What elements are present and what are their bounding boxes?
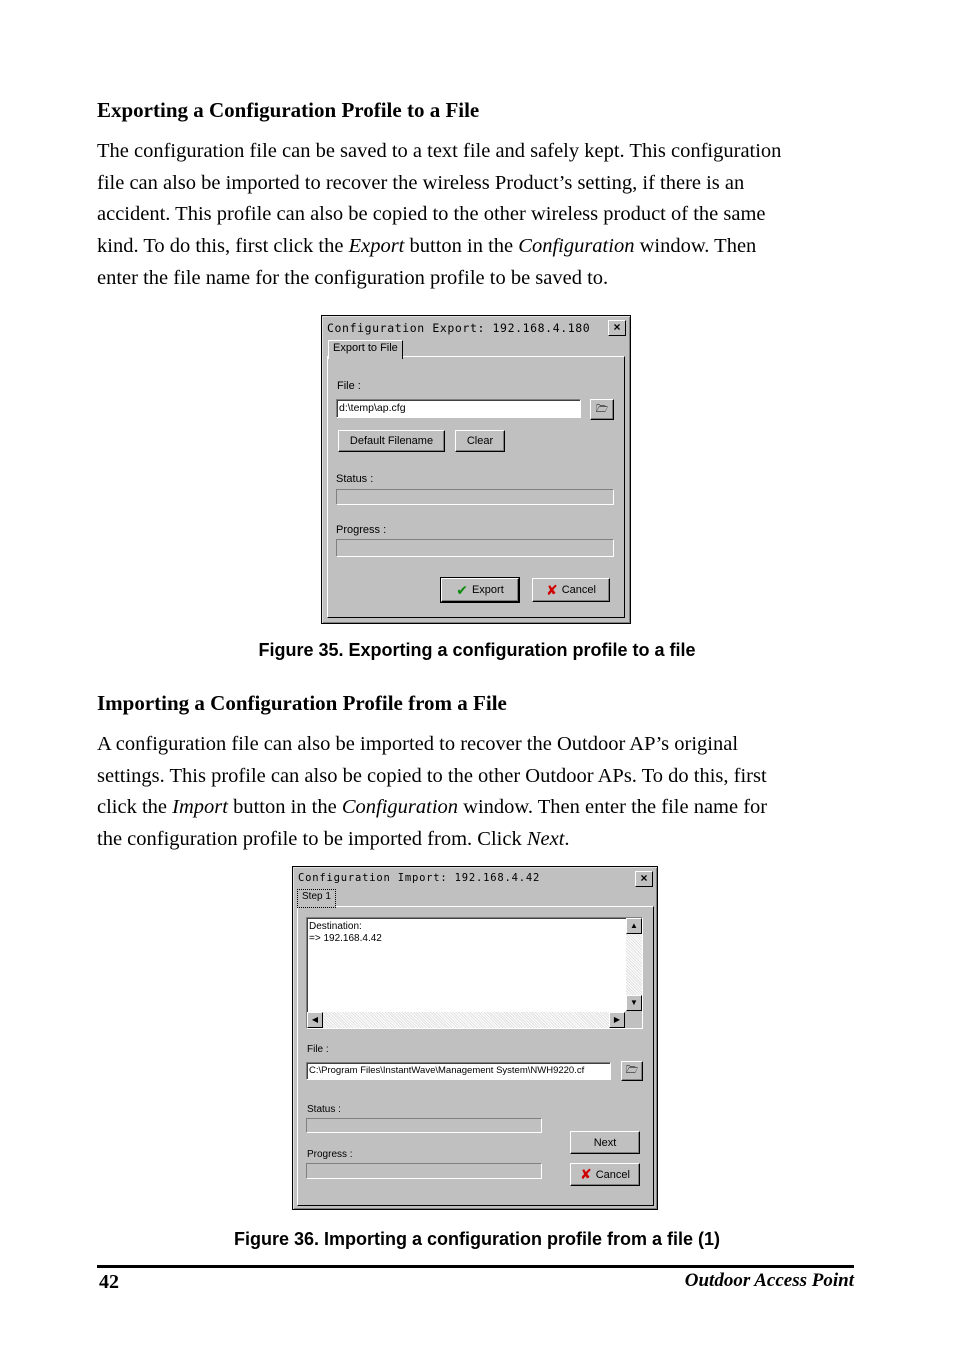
- cross-icon: ✘: [580, 1166, 592, 1182]
- horizontal-scrollbar[interactable]: [307, 1012, 625, 1028]
- paragraph-line: file can also be imported to recover the wireless Product’s setting, if there is an: [97, 171, 745, 194]
- section-heading-import: Importing a Configuration Profile from a File: [97, 691, 507, 715]
- vertical-scrollbar[interactable]: [626, 918, 642, 1011]
- paragraph-line: kind. To do this, first click the Export button in the Configuration window. Then: [97, 235, 757, 258]
- paragraph-line: A configuration file can also be imported to recover the Outdoor AP’s original: [97, 733, 739, 755]
- cancel-button[interactable]: [570, 1163, 640, 1186]
- progress-bar: [336, 539, 614, 557]
- cancel-button-label: Cancel: [561, 584, 596, 596]
- paragraph-line: click the Import button in the Configuration window. Then enter the file name for: [97, 796, 768, 819]
- checkmark-icon: ✔: [456, 581, 468, 598]
- default-filename-button[interactable]: Default Filename: [338, 430, 445, 452]
- import-paragraph: [97, 729, 867, 856]
- export-dialog-title: Configuration Export: 192.168.4.180: [327, 321, 591, 335]
- tab-step-1[interactable]: Step 1: [297, 889, 336, 908]
- footer-title: Outdoor Access Point: [684, 1270, 854, 1291]
- page-number: 42: [99, 1271, 119, 1293]
- emphasis-configuration: Configuration: [518, 235, 635, 258]
- status-bar: [306, 1118, 542, 1133]
- export-dialog: [321, 315, 631, 624]
- destination-address: => 192.168.4.42: [309, 933, 382, 944]
- browse-folder-button[interactable]: [590, 399, 614, 420]
- emphasis-import: Import: [172, 796, 228, 819]
- figure-35-caption: Figure 35. Exporting a configuration profile to a file: [258, 640, 696, 660]
- import-dialog-title: Configuration Import: 192.168.4.42: [298, 872, 541, 884]
- destination-listbox[interactable]: [306, 917, 643, 1029]
- footer-rule: [97, 1265, 854, 1268]
- paragraph-line: enter the file name for the configuration profile to be saved to.: [97, 266, 609, 289]
- cancel-button-label: Cancel: [595, 1168, 630, 1181]
- progress-bar: [306, 1163, 542, 1179]
- paragraph-line: the configuration profile to be imported from. Click Next.: [97, 828, 570, 851]
- file-label: File :: [337, 380, 361, 392]
- paragraph-line: accident. This profile can also be copied to the other wireless product of the same: [97, 203, 766, 226]
- file-input[interactable]: C:\Program Files\InstantWave\Management System\NWH9220.cf: [306, 1062, 611, 1080]
- clear-button[interactable]: Clear: [455, 430, 505, 452]
- browse-folder-button[interactable]: [621, 1061, 643, 1081]
- progress-label: Progress :: [307, 1149, 353, 1160]
- folder-icon: 🗁: [625, 1065, 639, 1076]
- export-button-label: Export: [471, 584, 504, 596]
- scroll-up-icon[interactable]: ▲: [626, 918, 642, 934]
- status-label: Status :: [336, 473, 374, 485]
- export-button[interactable]: [441, 578, 519, 602]
- tab-export-to-file[interactable]: Export to File: [328, 340, 403, 359]
- emphasis-next: Next: [526, 828, 565, 851]
- file-input[interactable]: d:\temp\ap.cfg: [336, 399, 581, 418]
- close-icon[interactable]: ×: [635, 871, 653, 887]
- progress-label: Progress :: [336, 524, 387, 536]
- scrollbar-corner: [625, 1011, 642, 1028]
- emphasis-export: Export: [348, 235, 405, 258]
- close-icon[interactable]: ×: [608, 320, 626, 336]
- scroll-right-icon[interactable]: ▶: [609, 1012, 625, 1028]
- file-label: File :: [307, 1044, 329, 1055]
- figure-36-caption: Figure 36. Importing a configuration profile from a file (1): [233, 1229, 721, 1249]
- export-dialog-titlebar: [325, 319, 627, 338]
- section-heading-export: Exporting a Configuration Profile to a File: [97, 98, 480, 122]
- scroll-down-icon[interactable]: ▼: [626, 995, 642, 1011]
- next-button[interactable]: Next: [570, 1131, 640, 1154]
- destination-text: [309, 921, 382, 945]
- folder-icon: 🗁: [595, 403, 609, 415]
- emphasis-configuration: Configuration: [341, 796, 459, 819]
- status-label: Status :: [307, 1104, 341, 1115]
- import-dialog: [292, 866, 658, 1210]
- paragraph-line: The configuration file can be saved to a text file and safely kept. This configuration: [97, 140, 782, 162]
- import-dialog-titlebar: [296, 870, 654, 889]
- scroll-left-icon[interactable]: ◀: [307, 1012, 323, 1028]
- paragraph-line: settings. This profile can also be copied to the other Outdoor APs. To do this, first: [97, 764, 767, 787]
- export-paragraph: [97, 136, 867, 295]
- cancel-button[interactable]: [532, 578, 610, 602]
- cross-icon: ✘: [546, 581, 558, 598]
- status-bar: [336, 489, 614, 505]
- destination-label: Destination:: [309, 921, 362, 932]
